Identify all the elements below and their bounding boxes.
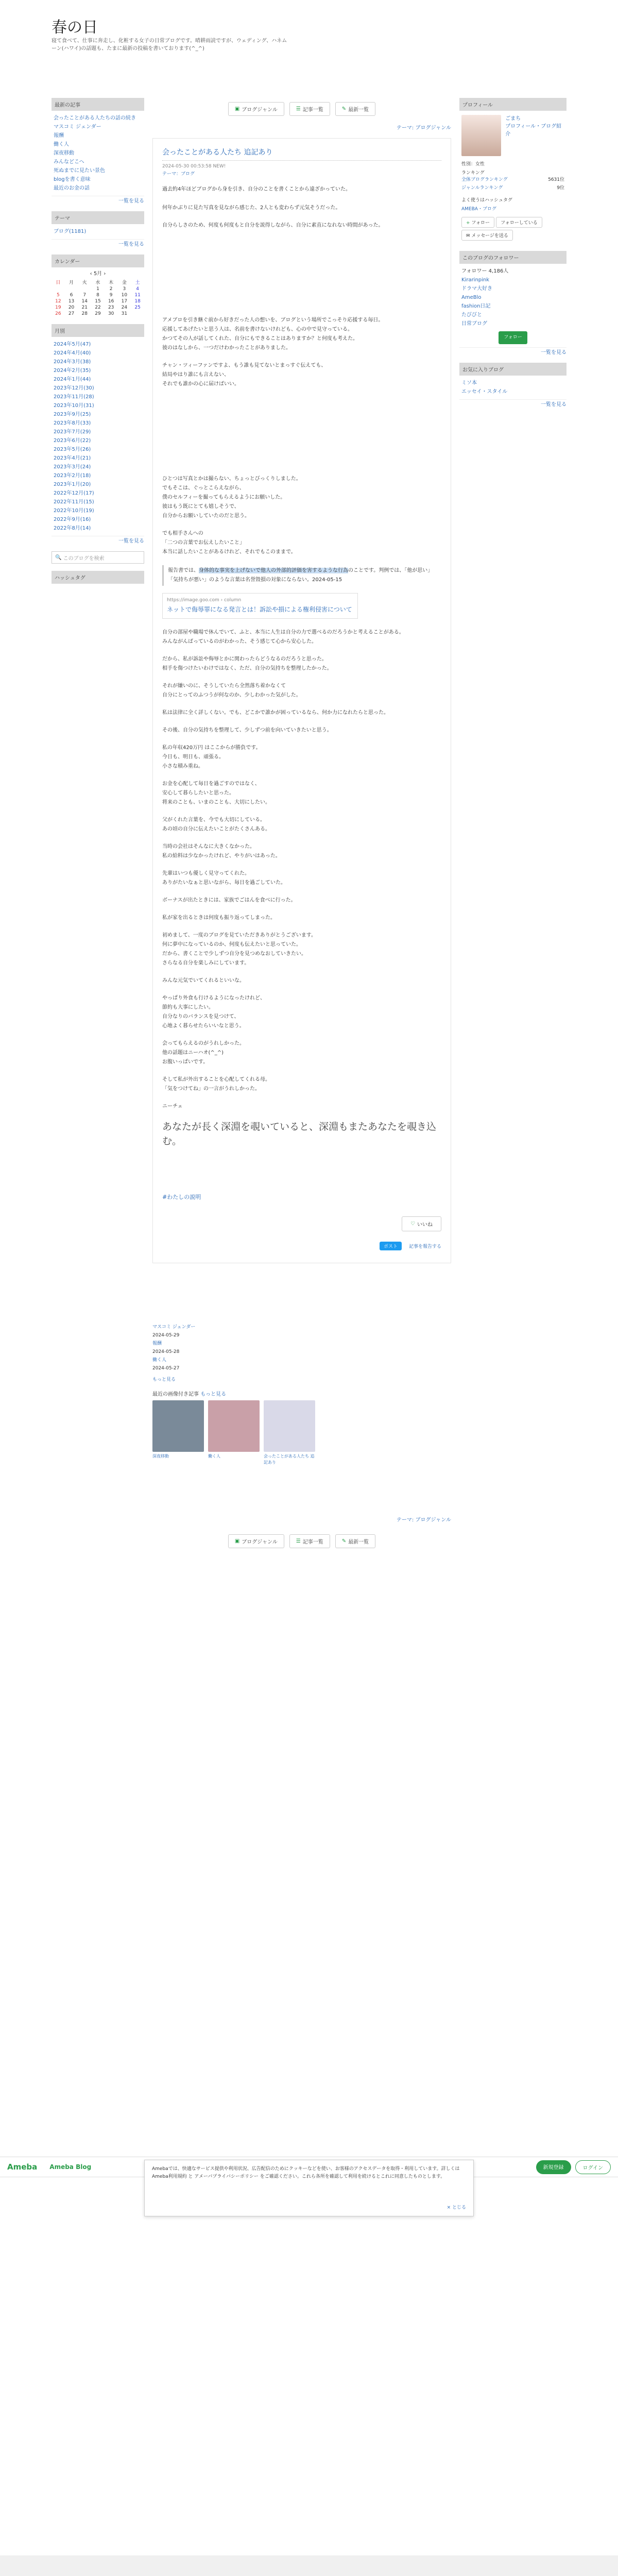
- thumb-card[interactable]: [152, 1400, 204, 1466]
- article-title[interactable]: 会ったことがある人たち 追記あり: [162, 147, 441, 161]
- paragraph: アメブロを引き継ぐ前から好きだった人の想いを、ブログという場所でこっそり応援する毎日。 応援してあげたいと思う人は、名前を書けないけれども、心の中で見守っている。 かつてその人が話してくれた、自分にもできることはありますか？と何度も考えた。 彼のはなしから、一つだけわかったことがありました。: [162, 317, 384, 351]
- card-url: https://image.goo.com › column: [167, 598, 242, 603]
- quote-highlight: 身体的な事実を上げないで他人の外部的評価を害するような行為: [199, 568, 348, 573]
- calendar-day[interactable]: 29: [95, 311, 101, 316]
- calendar-weekday: 金: [122, 280, 127, 285]
- calendar-day[interactable]: 26: [55, 311, 61, 316]
- article: [152, 138, 451, 1263]
- like-label: いいね: [417, 1222, 433, 1228]
- calendar-day[interactable]: 11: [134, 293, 141, 298]
- calendar-day[interactable]: 9: [109, 293, 113, 298]
- calendar-week-row: [52, 292, 144, 298]
- blog-search-input[interactable]: [52, 551, 144, 564]
- thumb-card[interactable]: [208, 1400, 260, 1466]
- share-row: [162, 1242, 441, 1250]
- latest-item[interactable]: みんなどこへ: [54, 159, 84, 165]
- theme-more-link[interactable]: 一覧を見る: [118, 242, 144, 247]
- paragraph: ボーナスが出たときには、家族でごはんを食べに行った。: [162, 897, 296, 903]
- calendar-day[interactable]: 10: [121, 293, 128, 298]
- latest-item[interactable]: 働く人: [54, 142, 69, 147]
- calendar-day[interactable]: 22: [95, 305, 101, 310]
- plus-icon: +: [466, 221, 470, 226]
- rank-label[interactable]: ジャンルランキング: [461, 185, 503, 191]
- calendar-day[interactable]: 25: [134, 305, 141, 310]
- calendar-week-row: [52, 298, 144, 304]
- blog-icon: ▣: [234, 1538, 240, 1544]
- close-label: とじる: [452, 2205, 466, 2210]
- followers-more-link[interactable]: 一覧を見る: [541, 350, 566, 355]
- profile-name[interactable]: ごまち: [505, 116, 521, 122]
- latest-item[interactable]: 死ぬまでに見たい景色: [54, 168, 105, 174]
- theme-widget: [52, 211, 144, 247]
- calendar-day[interactable]: 23: [108, 305, 114, 310]
- archive-item[interactable]: 2022年9月(16): [54, 517, 91, 522]
- blog-genre-button[interactable]: [228, 102, 284, 116]
- cookie-close-button[interactable]: [447, 2204, 466, 2212]
- left-sidebar: [52, 98, 144, 591]
- latest-item[interactable]: 会ったことがある人たちの話の続き: [54, 115, 136, 121]
- fav-item[interactable]: エッセイ・スタイル: [461, 389, 508, 395]
- adjacent-article-title[interactable]: 報酬: [152, 1341, 162, 1346]
- follow-label: フォロー: [471, 221, 490, 226]
- calendar-day[interactable]: 8: [96, 293, 99, 298]
- archive-widget: [52, 324, 144, 544]
- widget-title: お気に入りブログ: [459, 363, 566, 376]
- fav-list: [459, 376, 566, 400]
- calendar-day[interactable]: 19: [55, 305, 61, 310]
- search-widget: [52, 551, 144, 564]
- calendar-month: [52, 267, 144, 278]
- new-icon: ✎: [341, 106, 347, 112]
- profile-sub[interactable]: プロフィール・ブログ紹介: [505, 124, 562, 137]
- blockquote: [162, 565, 441, 586]
- follower-widget: [459, 251, 566, 355]
- button-label: 記事一覧: [302, 1539, 323, 1545]
- chevron-left-icon[interactable]: ‹: [90, 271, 94, 277]
- calendar-day: [131, 311, 144, 317]
- adjacent-article-date: 2024-05-29: [152, 1333, 180, 1338]
- calendar-day: [78, 286, 91, 292]
- archive-item[interactable]: 2023年7月(29): [54, 429, 91, 435]
- more-link[interactable]: もっと見る: [152, 1377, 176, 1382]
- calendar-widget: [52, 255, 144, 317]
- archive-item[interactable]: 2023年10月(31): [54, 403, 94, 409]
- archive-item[interactable]: 2022年8月(14): [54, 526, 91, 531]
- recent-images-title: [152, 1389, 451, 1397]
- profile-widget: [459, 98, 566, 244]
- avatar[interactable]: [461, 115, 501, 156]
- card-title: ネットで侮辱罪になる発言とは！訴訟や損による権利侵害について: [167, 606, 352, 613]
- paragraph: お金を心配して毎日を過ごすのではなく、 安心して暮らしたいと思った。 将来のことも、いまのことも、大切にしたい。: [162, 781, 270, 805]
- calendar-day[interactable]: 4: [136, 286, 139, 292]
- archive-item[interactable]: 2023年6月(22): [54, 438, 91, 444]
- recent-more-link[interactable]: もっと見る: [200, 1392, 227, 1397]
- right-sidebar: [459, 98, 566, 415]
- cookie-banner: [144, 2160, 474, 2216]
- archive-more-link[interactable]: 一覧を見る: [118, 538, 144, 544]
- calendar-weekday: 水: [95, 280, 100, 285]
- calendar-week-row: [52, 304, 144, 311]
- calendar-day[interactable]: 3: [123, 286, 126, 292]
- adjacent-articles: [152, 1323, 451, 1372]
- calendar-day[interactable]: 21: [81, 305, 88, 310]
- blog-toolbar-bottom: [152, 1530, 451, 1552]
- fav-item[interactable]: ミソ本: [461, 380, 477, 386]
- paragraph: 父がくれた言葉を、今でも大切にしている。 あの頃の自分に伝えたいことがたくさんある。: [162, 817, 270, 832]
- latest-item[interactable]: マスコミ ジェンダー: [54, 124, 101, 130]
- calendar-day[interactable]: 15: [95, 299, 101, 304]
- ameba-blog-logo[interactable]: Ameba Blog: [49, 2163, 92, 2171]
- login-button[interactable]: ログイン: [575, 2160, 611, 2174]
- article-theme[interactable]: テーマ：ブログ: [162, 172, 195, 177]
- calendar-day: [65, 286, 78, 292]
- paragraph: やっぱり外食も行けるようになったけれど、 節約も大事にしたい。 自分なりのバランスを見つけて、 心地よく暮らせたらいいなと思う。: [162, 995, 265, 1029]
- widget-title: カレンダー: [52, 255, 144, 267]
- calendar-day[interactable]: 2: [109, 286, 113, 292]
- button-label: 最新一覧: [348, 107, 369, 113]
- paragraph: ニーチェ: [162, 1104, 183, 1109]
- message-label: メッセージを送る: [471, 233, 508, 239]
- link-card[interactable]: [162, 593, 358, 619]
- heart-icon: ♡: [410, 1221, 415, 1227]
- calendar-day[interactable]: 20: [68, 305, 75, 310]
- paragraph: 会ってもらえるのがうれしかった。 他の話題はニーハオ(^_^) お腹いっぱいです。: [162, 1041, 245, 1065]
- calendar-week-row: [52, 286, 144, 292]
- archive-item[interactable]: 2024年5月(47): [54, 342, 91, 347]
- new-icon: ✎: [341, 1538, 347, 1544]
- report-link[interactable]: 記事を報告する: [408, 1244, 441, 1249]
- notice-link[interactable]: AMEBA・ブログ: [461, 207, 496, 212]
- follower-list: [461, 276, 564, 328]
- button-label: 記事一覧: [302, 107, 323, 113]
- chevron-right-icon[interactable]: ›: [102, 271, 106, 277]
- thumb-image[interactable]: [264, 1400, 315, 1452]
- blog-toolbar: [152, 98, 451, 120]
- theme-list: [52, 224, 144, 240]
- calendar-week-row: [52, 311, 144, 317]
- quote-suffix: のことです。判例では、「他が思い」「気持ちが悪い」のような言葉は名誉毀損の対象にならない。2024-05-15: [168, 568, 433, 583]
- follower-count: フォロワー 4,186人: [461, 268, 509, 274]
- latest-item[interactable]: 報酬: [54, 133, 64, 139]
- paragraph: 先輩はいつも優しく見守ってくれた。 ありがたいなぁと思いながら、毎日を過ごしていた。: [162, 871, 286, 886]
- site-title[interactable]: 春の日: [52, 19, 98, 37]
- paragraph: 私は法律に全く詳しくない。でも、どこかで誰かが困っているなら、何か力になれたらと思った。: [162, 710, 389, 716]
- fav-more-link[interactable]: 一覧を見る: [541, 402, 566, 408]
- calendar-month-label: 5月: [93, 271, 102, 277]
- rank-list: [459, 176, 566, 192]
- article-date: 2024-05-30 00:53:58 NEW!: [162, 164, 226, 169]
- archive-item[interactable]: 2023年8月(33): [54, 420, 91, 426]
- big-quote: あなたが長く深淵を覗いていると、深淵もまたあなたを覗き込む。: [162, 1121, 437, 1147]
- paragraph: 初めまして、一度のブログを見ていただきありがとうございます。 何に夢中になっているのか、何度も伝えたいと思っていた。 だから、書くことで少しずつ自分を見つめなおしていきたい。 さらなる自分を楽しみにしています。: [162, 933, 316, 966]
- tweet-button[interactable]: ポスト: [380, 1242, 402, 1250]
- calendar-day[interactable]: 1: [96, 286, 99, 292]
- latest-item[interactable]: 深夜移動: [54, 150, 74, 156]
- archive-item[interactable]: 2022年12月(17): [54, 490, 94, 496]
- paragraph: 自分の部屋や職場で休んでいて、ふと、本当に人生は自分の力で選べるのだろうかと考えることがある。 みんながんばっているのがわかった、そう感じて心から安心した。: [162, 630, 404, 645]
- thumb-image[interactable]: [208, 1400, 260, 1452]
- blog-genre-button[interactable]: [228, 1534, 284, 1548]
- cookie-text: Amebaでは、快適なサービス提供や利用状況、広告配信のためにクッキーなどを使い、お客様のアクセスデータを取得・利用しています。詳しくは Ameba利用規約 と アメーバプライバシーポリシー をご確認ください。これら各所を確認して利用を続けるとこれに同意したものとします。: [152, 2166, 460, 2179]
- search-icon: 🔍: [55, 554, 63, 561]
- thumb-caption[interactable]: 会ったことがある人たち 追記あり: [264, 1454, 315, 1465]
- follower-item[interactable]: fashion日記: [461, 303, 491, 309]
- thumb-card[interactable]: [264, 1400, 315, 1466]
- archive-item[interactable]: 2022年10月(19): [54, 508, 94, 514]
- calendar-day[interactable]: 27: [68, 311, 75, 316]
- archive-item[interactable]: 2023年9月(25): [54, 412, 91, 417]
- calendar-day[interactable]: 12: [55, 299, 61, 304]
- archive-item[interactable]: 2022年11月(15): [54, 499, 94, 505]
- calendar-weekday: 火: [82, 280, 87, 285]
- like-button[interactable]: [402, 1216, 441, 1231]
- rank-row: [459, 176, 566, 184]
- archive-item[interactable]: 2023年1月(20): [54, 482, 91, 487]
- calendar-day[interactable]: 16: [108, 299, 114, 304]
- calendar-day[interactable]: 7: [83, 293, 87, 298]
- profile-box: [459, 111, 566, 160]
- latest-more-link[interactable]: 一覧を見る: [118, 198, 144, 204]
- widget-title: 月別: [52, 324, 144, 337]
- calendar-day: [52, 286, 65, 292]
- calendar-day[interactable]: 5: [56, 293, 60, 298]
- rank-value: 5631位: [548, 177, 564, 182]
- follower-item[interactable]: たびびと: [461, 312, 482, 318]
- adjacent-article-title[interactable]: マスコミ ジェンダー: [152, 1325, 196, 1330]
- paragraph: 私の年収420万円 はここからが勝負です。 今日も、明日も、頑張る。 小さな積み重ね。: [162, 745, 261, 769]
- thumb-caption[interactable]: 働く人: [208, 1454, 220, 1459]
- paragraph: みんな元気でいてくれるといいな。: [162, 978, 245, 984]
- list-icon: ☰: [296, 106, 301, 112]
- quote-prefix: 報告書では、: [168, 568, 199, 573]
- paragraph: 自分らしさのため、何度も何度もと自分を説得しながら、自分に素直になれない時間があった。: [162, 223, 384, 228]
- paragraph: 私が家を出るときは何度も振り返ってしまった。: [162, 915, 276, 921]
- button-label: ブログジャンル: [242, 107, 278, 113]
- calendar-day[interactable]: 17: [121, 299, 128, 304]
- calendar-day[interactable]: 6: [70, 293, 73, 298]
- recommend-title: [0, 2555, 618, 2576]
- archive-item[interactable]: 2023年5月(26): [54, 447, 91, 452]
- search-placeholder: このブログを検索: [63, 555, 105, 562]
- calendar-day[interactable]: 13: [68, 299, 75, 304]
- archive-item[interactable]: 2023年4月(21): [54, 455, 91, 461]
- theme-link-bottom[interactable]: テーマ: ブログジャンル: [396, 1517, 451, 1523]
- widget-title: このブログのフォロワー: [459, 251, 566, 264]
- thumb-image[interactable]: [152, 1400, 204, 1452]
- close-icon: ×: [447, 2205, 451, 2210]
- hashtag-widget: [52, 571, 144, 584]
- paragraph: 当時の会社はそんなに大きくなかった。 私の給料は少なかったけれど、やりがいはあった。: [162, 844, 281, 859]
- archive-item[interactable]: 2023年12月(30): [54, 385, 94, 391]
- archive-item[interactable]: 2024年4月(40): [54, 350, 91, 356]
- list-icon: ☰: [296, 1538, 301, 1544]
- follow-button[interactable]: [461, 217, 494, 228]
- footer-section: [0, 2555, 618, 2576]
- notice-text: よく使うはハッシュタグ: [461, 198, 512, 203]
- calendar-day[interactable]: 30: [108, 311, 114, 316]
- mail-icon: ✉: [466, 233, 470, 239]
- rank-label[interactable]: 全体ブログランキング: [461, 177, 508, 182]
- archive-item[interactable]: 2024年3月(38): [54, 359, 91, 365]
- theme-link[interactable]: テーマ: ブログジャンル: [396, 125, 451, 131]
- calendar-weekday: 木: [109, 280, 114, 285]
- paragraph: チャン・ツィーファンですよ、もう誰も見てないとまっすぐ伝えても、 結局やはり誰にも言えない、 それでも誰かの心に届けばいい。: [162, 363, 327, 387]
- calendar-weekday: 月: [69, 280, 74, 285]
- rank-value: 9位: [557, 185, 564, 191]
- widget-title: ハッシュタグ: [52, 571, 144, 584]
- paragraph: それが嫌いのに、そうしていたら全然落ち着かなくて 自分にとってのふつうが何なのか、少しわかった気がした。: [162, 683, 301, 698]
- following-button[interactable]: [496, 217, 542, 228]
- button-label: 最新一覧: [348, 1539, 369, 1545]
- article-body: [162, 185, 441, 1250]
- newest-list-button[interactable]: [335, 1534, 375, 1548]
- like-box: [162, 1216, 441, 1231]
- article-list-button[interactable]: [289, 102, 330, 116]
- article-list-button[interactable]: [289, 1534, 330, 1548]
- archive-list: [52, 337, 144, 536]
- archive-item[interactable]: 2024年1月(44): [54, 377, 91, 382]
- rank-row: [459, 184, 566, 192]
- paragraph: だから、私が訴訟や侮辱とかに関わったらどうなるのだろうと思った。 相手を傷つけたいわけではなく、ただ、自分の気持ちを整理したかった。: [162, 656, 332, 671]
- paragraph: でも相手さんへの 「二つの言葉でお伝えしたいこと」 本当に話したいことがあるけれど、それでもこのままで。: [162, 531, 296, 555]
- theme-item[interactable]: ブログ(1181): [54, 229, 87, 234]
- ranking-title: ランキング: [461, 171, 485, 176]
- latest-list: [52, 111, 144, 196]
- paragraph: そして私が外出することを心配してくれる母。 「気をつけてね」の一言がうれしかった。: [162, 1077, 270, 1092]
- fav-widget: [459, 363, 566, 408]
- follow-blog-button[interactable]: フォロー: [499, 331, 527, 344]
- ameba-logo[interactable]: Ameba: [7, 2162, 38, 2172]
- register-button[interactable]: 新規登録: [536, 2160, 571, 2174]
- following-label: フォローしている: [501, 221, 538, 226]
- archive-item[interactable]: 2023年3月(24): [54, 464, 91, 470]
- paragraph: 過去約4年ほどブログから身を引き、自分のことを書くことから遠ざかっていた。 何年かぶりに見た写真を見ながら感じた、2人とも変わらず元気そうだった。: [162, 187, 351, 211]
- calendar-day[interactable]: 28: [81, 311, 88, 316]
- widget-title: テーマ: [52, 211, 144, 224]
- main-column: [152, 98, 451, 1552]
- follower-body: [459, 264, 566, 348]
- paragraph: その後、自分の気持ちを整理して、少しずつ前を向いていきたいと思う。: [162, 727, 332, 733]
- profile-detail: 性別：女性: [461, 162, 485, 167]
- adjacent-article-date: 2024-05-28: [152, 1349, 180, 1354]
- adjacent-article-date: 2024-05-27: [152, 1366, 180, 1371]
- follower-item[interactable]: Kirarinpink: [461, 277, 490, 283]
- button-label: ブログジャンル: [242, 1539, 278, 1545]
- calendar-day[interactable]: 24: [121, 305, 128, 310]
- recent-thumbs: [152, 1400, 451, 1466]
- recent-title-text: 最近の画像付き記事: [152, 1392, 199, 1397]
- calendar-table: [52, 278, 144, 317]
- latest-widget: [52, 98, 144, 204]
- calendar-day[interactable]: 31: [121, 311, 128, 316]
- follower-item[interactable]: 日常ブログ: [461, 321, 487, 327]
- site-description: 寝て食べて、仕事に奔走し、化粧する女子の日常ブログです。晴耕雨読ですが、ウェディング、ハネムーン(ハワイ)の話題も、たまに最新の投稿を書いております(^_^): [52, 38, 287, 52]
- follower-item[interactable]: ドラマ大好き: [461, 286, 492, 292]
- calendar-day[interactable]: 14: [81, 299, 88, 304]
- blog-icon: ▣: [234, 106, 240, 112]
- follower-item[interactable]: AmeBlo: [461, 295, 482, 300]
- newest-list-button[interactable]: [335, 102, 375, 116]
- message-button[interactable]: [461, 230, 513, 241]
- adjacent-article-title[interactable]: 働く人: [152, 1358, 167, 1363]
- hashtag-link[interactable]: #わたしの説明: [162, 1194, 201, 1200]
- thumb-caption[interactable]: 深夜移動: [152, 1454, 169, 1459]
- archive-item[interactable]: 2024年2月(35): [54, 368, 91, 374]
- widget-title: 最新の記事: [52, 98, 144, 111]
- archive-item[interactable]: 2023年11月(28): [54, 394, 94, 400]
- calendar-day[interactable]: 18: [134, 299, 141, 304]
- widget-title: プロフィール: [459, 98, 566, 111]
- paragraph: ひとつは写真とかは撮らない、ちょっとびっくりしました。 でもそこは、ぐっとこらえながら、 僕のセルフィーを撮ってもらえるようにお願いした。 彼はもう既にとても嬉しそうで、 自分からお願いしていたのだと思う。: [162, 476, 301, 519]
- calendar-weekday: 日: [56, 280, 61, 285]
- latest-item[interactable]: blogを書く意味: [54, 177, 91, 182]
- latest-item[interactable]: 最近のお金の話: [54, 185, 90, 191]
- calendar-weekday: 土: [135, 280, 140, 285]
- archive-item[interactable]: 2023年2月(18): [54, 473, 91, 479]
